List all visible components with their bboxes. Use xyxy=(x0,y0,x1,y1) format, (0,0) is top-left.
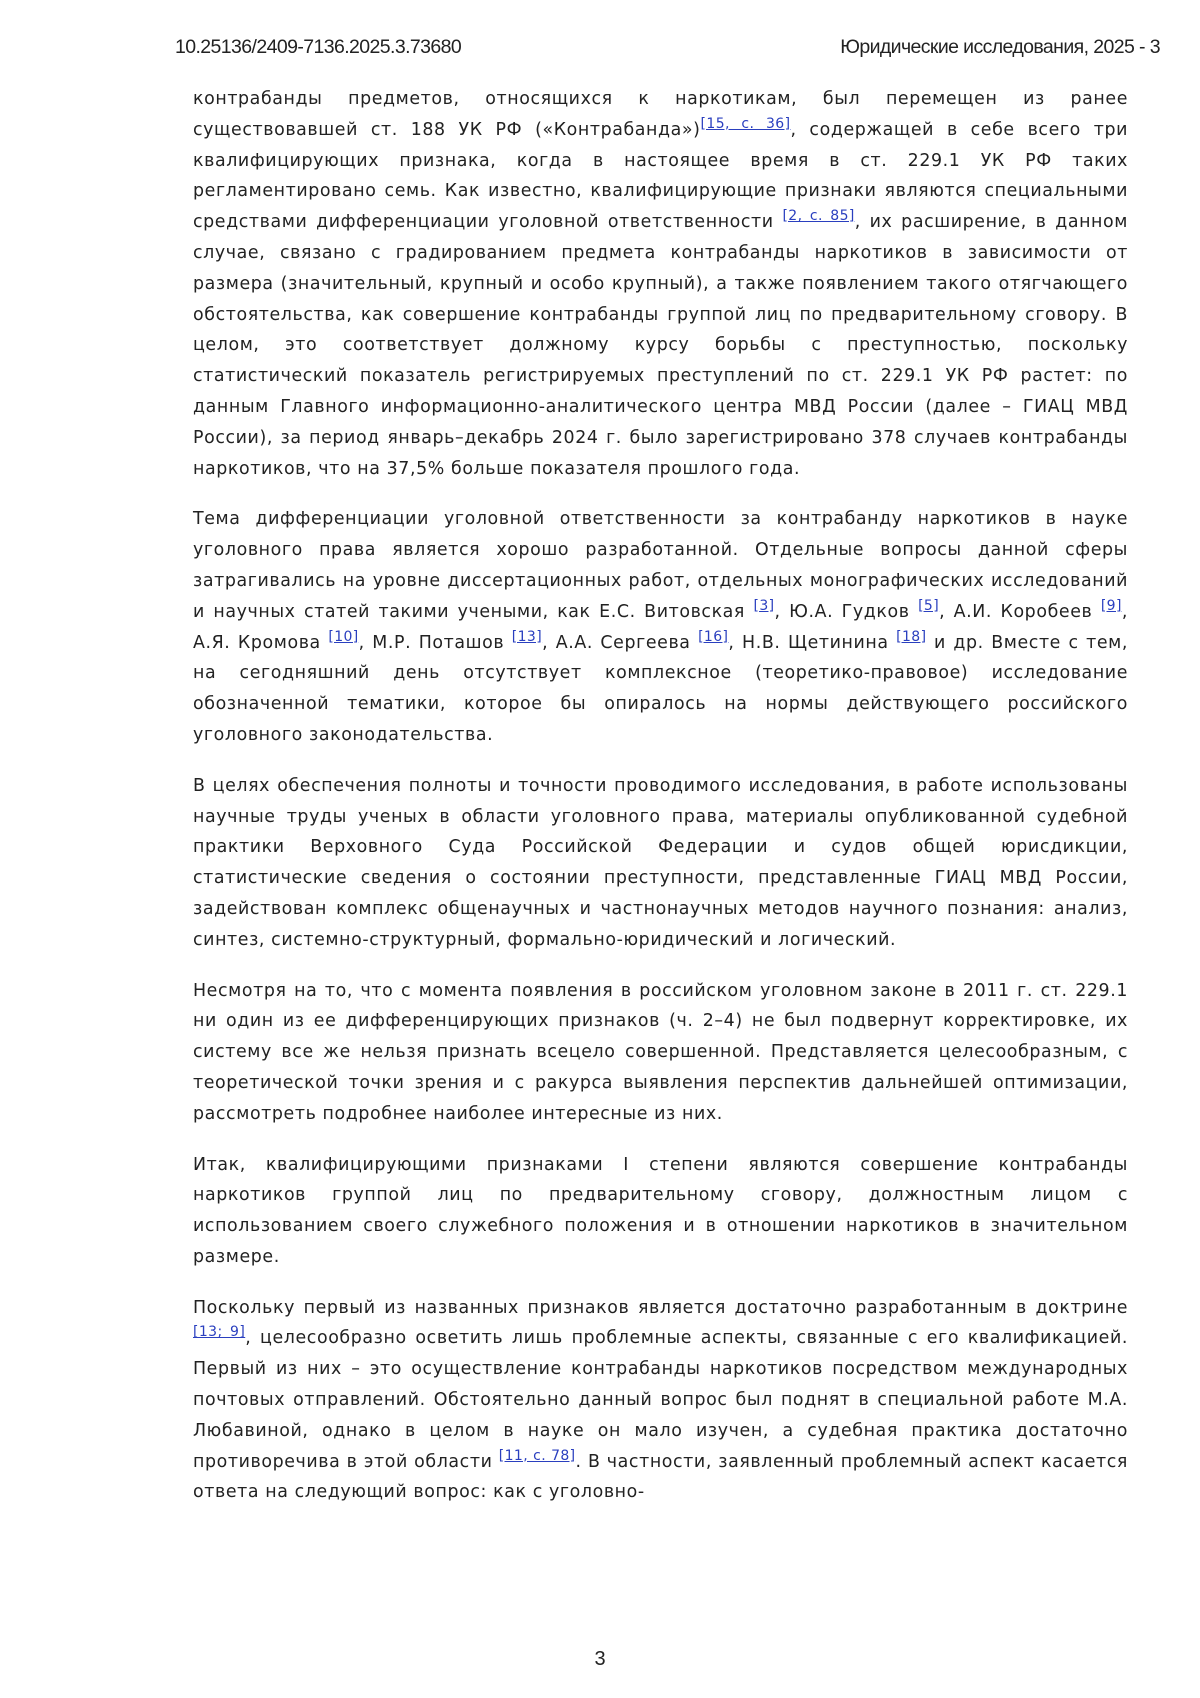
paragraph-text: , Н.В. Щетинина xyxy=(728,632,889,653)
citation-link[interactable]: [13] xyxy=(511,628,543,645)
paragraph-3 xyxy=(193,771,1128,956)
citation-link[interactable]: [15, с. 36] xyxy=(700,115,791,132)
running-header xyxy=(175,36,1160,62)
citation-link[interactable]: [9] xyxy=(1100,597,1122,614)
paragraph-text: , Ю.А. Гудков xyxy=(774,601,910,622)
citation-link[interactable]: [16] xyxy=(698,628,729,645)
paragraph-text: , А.А. Сергеева xyxy=(542,632,691,653)
paragraph-2 xyxy=(193,504,1128,750)
paragraph-text: В целях обеспечения полноты и точности проводимого исследования, в работе использованы научные труды ученых в области уголовного права, материалы опубликованной судебной практики Верховного Суда Российской Федерации и судов общей юрисдикции, статистические сведения о состоянии преступности, представленные ГИАЦ МВД России, задействован комплекс общенаучных и частнонаучных методов научного познания: анализ, синтез, системно-структурный, формально-юридический и логический. xyxy=(193,775,1128,950)
journal-title: Юридические исследования, 2025 - 3 xyxy=(840,36,1160,58)
paragraph-6 xyxy=(193,1293,1128,1509)
paragraph-text: Поскольку первый из названных признаков является достаточно разработанным в доктрине xyxy=(193,1297,1128,1318)
paragraph-4 xyxy=(193,976,1128,1130)
paragraph-text: Несмотря на то, что с момента появления в российском уголовном законе в 2011 г. ст. 229.1 ни один из ее дифференцирующих признаков (ч. 2–4) не был подвернут корректировке, их систему все же нельзя признать всецело совершенной. Представляется целесообразным, с теоретической точки зрения и с ракурса выявления перспектив дальнейшей оптимизации, рассмотреть подробнее наиболее интересные из них. xyxy=(193,980,1128,1124)
paragraph-text: Тема дифференциации уголовной ответственности за контрабанду наркотиков в науке уголовного права является хорошо разработанной. Отдельные вопросы данной сферы затрагивались на уровне диссертационных работ, отдельных монографических исследований и научных статей такими учеными, как Е.С. Витовская xyxy=(193,509,1128,622)
paragraph-text: . В частности, заявленный проблемный аспект касается ответа на следующий вопрос: как с уголовно- xyxy=(193,1451,1128,1503)
citation-link[interactable]: [18] xyxy=(896,628,927,645)
paragraph-text: , содержащей в себе всего три квалифицирующих признака, когда в настоящее время в ст. 229.1 УК РФ таких регламентировано семь. Как известно, квалифицирующие признаки являются специальными средствами дифференциации уголовной ответственности xyxy=(193,119,1128,233)
paragraph-text: контрабанды предметов, относящихся к наркотикам, был перемещен из ранее существовавшей ст. 188 УК РФ («Контрабанда») xyxy=(193,89,1128,140)
page-number: 3 xyxy=(594,1648,606,1670)
paragraph-text: и др. Вместе с тем, на сегодняшний день отсутствует комплексное (теоретико-правовое) исследование обозначенной тематики, которое бы опиралось на нормы действующего российского уголовного законодательства. xyxy=(193,632,1128,745)
paragraph-text: , М.Р. Поташов xyxy=(358,632,505,653)
paragraph-text: , А.Я. Кромова xyxy=(193,601,1128,653)
doi-label: 10.25136/2409-7136.2025.3.73680 xyxy=(175,36,462,58)
paragraph-text: Итак, квалифицирующими признаками I степени являются совершение контрабанды наркотиков группой лиц по предварительному сговору, должностным лицом с использованием своего служебного положения и в отношении наркотиков в значительном размере. xyxy=(193,1154,1128,1267)
citation-link[interactable]: [11, с. 78] xyxy=(498,1447,576,1464)
citation-link[interactable]: [5] xyxy=(918,597,940,614)
paragraph-text: , целесообразно осветить лишь проблемные аспекты, связанные с его квалификацией. Первый из них – это осуществление контрабанды наркотиков посредством международных почтовых отправлений. Обстоятельно данный вопрос был поднят в специальной работе М.А. Любавиной, однако в целом в науке он мало изучен, а судебная практика достаточно противоречива в этой области xyxy=(193,1328,1128,1472)
article-body xyxy=(193,84,1128,1528)
paragraph-text: , их расширение, в данном случае, связано с градированием предмета контрабанды наркотиков в зависимости от размера (значительный, крупный и особо крупный), а также появлением такого отягчающего обстоятельства, как совершение контрабанды группой лиц по предварительному сговору. В целом, это соответствует должному курсу борьбы с преступностью, поскольку статистический показатель регистрируемых преступлений по ст. 229.1 УК РФ растет: по данным Главного информационно-аналитического центра МВД России (далее – ГИАЦ МВД России), за период январь–декабрь 2024 г. было зарегистрировано 378 случаев контрабанды наркотиков, что на 37,5% больше показателя прошлого года. xyxy=(193,212,1128,479)
citation-link[interactable]: [10] xyxy=(328,628,359,645)
citation-link[interactable]: [13; 9] xyxy=(193,1324,246,1341)
paragraph-1 xyxy=(193,84,1128,484)
paragraph-text: , А.И. Коробеев xyxy=(939,601,1093,622)
citation-link[interactable]: [3] xyxy=(753,597,775,614)
citation-link[interactable]: [2, с. 85] xyxy=(782,208,855,225)
paragraph-5 xyxy=(193,1150,1128,1273)
